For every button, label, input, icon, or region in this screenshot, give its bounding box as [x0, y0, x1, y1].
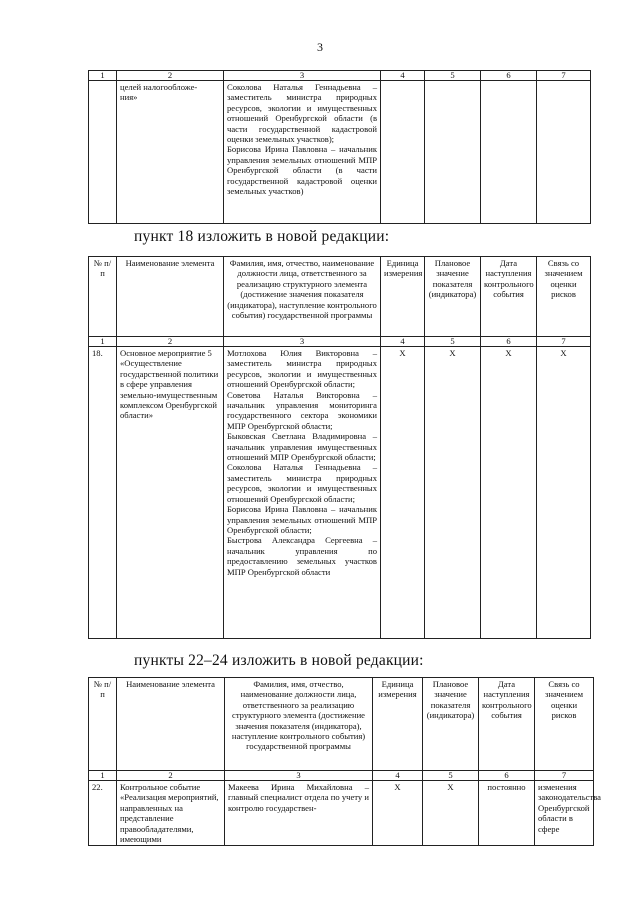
item-18-table: [88, 256, 591, 639]
person-entry: Борисова Ирина Павловна – начальник управления земельных отношений МПР Оренбургской области;: [227, 504, 377, 535]
column-number-row: 1 2 3 4 5 6 7: [89, 771, 594, 781]
header-date: Дата наступления контрольного события: [481, 257, 537, 337]
header-element: Наименование элемента: [117, 678, 225, 771]
header-plan: Плановое значение показателя (индикатора): [425, 257, 481, 337]
header-row: [89, 257, 591, 337]
header-responsible: Фамилия, имя, отчество, наименование должности лица, ответственного за реализацию структурного элемента (достижение значения показателя (индикатора), наступление контрольного события) государственной программы: [225, 678, 373, 771]
plan-cell: X: [425, 347, 481, 639]
person-entry: Соколова Наталья Геннадьевна – заместитель министра природных ресурсов, экологии и имущественных отношений Оренбургской области;: [227, 462, 377, 504]
unit-cell: X: [381, 347, 425, 639]
header-responsible: Фамилия, имя, отчество, наименование должности лица, ответственного за реализацию структурного элемента (достижение значения показателя (индикатора), наступление контрольного события) государственной программы: [224, 257, 381, 337]
col-num-7: 7: [537, 71, 591, 81]
element-name-cell: Контрольное событие «Реализация мероприятий, направленных на представление правообладателями, имеющими: [117, 781, 225, 846]
responsible-persons-cell: Макеева Ирина Михайловна – главный специалист отдела по учету и контролю государствен-: [225, 781, 373, 846]
element-name-cell: целей налогообложе- ния»: [117, 81, 224, 224]
column-number-row: [89, 71, 591, 81]
person-entry: Советова Наталья Викторовна – начальник управления мониторинга государственного сектора экономики МПР Оренбургской области;: [227, 389, 377, 431]
table-row: [89, 81, 591, 224]
date-cell: X: [481, 347, 537, 639]
person-entry: Мотлохова Юлия Викторовна – заместитель министра природных ресурсов, экологии и имущественных отношений Оренбургской области;: [227, 348, 377, 390]
page-number: 3: [317, 40, 323, 54]
date-cell: постоянно: [479, 781, 535, 846]
responsible-persons-cell: Соколова Наталья Геннадьевна – заместитель министра природных ресурсов, экологии и имущественных отношений Оренбургской области (в части государственной кадастровой оценки земельных участков); Борисова Ирина Павловна – начальник управления земельных отношений МПР Оренбургской области (в части государственной кадастровой оценки земельных участков): [224, 81, 381, 224]
header-risk: Связь со значением оценки рисков: [537, 257, 591, 337]
header-row: [89, 678, 594, 771]
header-element: Наименование элемента: [117, 257, 224, 337]
responsible-persons-cell: [224, 347, 381, 639]
row-number: 22.: [89, 781, 117, 846]
header-date: Дата наступления контрольного события: [479, 678, 535, 771]
header-unit: Единица измерения: [381, 257, 425, 337]
col-num-6: 6: [481, 71, 537, 81]
col-num-5: 5: [425, 71, 481, 81]
plan-cell: X: [423, 781, 479, 846]
header-num: № п/п: [89, 678, 117, 771]
element-name-cell: Основное мероприятие 5 «Осуществление государственной политики в сфере управления земельно-имущественным комплексом Оренбургской области»: [117, 347, 224, 639]
person-entry: Быстрова Александра Сергеевна – начальник управления по предоставлению земельных участков МПР Оренбургской области: [227, 535, 377, 577]
col-num-3: 3: [224, 71, 381, 81]
risk-cell: изменения законодательства Оренбургской области в сфере: [535, 781, 594, 846]
table-row: [89, 781, 594, 846]
header-unit: Единица измерения: [373, 678, 423, 771]
continuation-table: [88, 70, 591, 224]
table-row: [89, 347, 591, 639]
person-entry: Быковская Светлана Владимировна – начальник управления имущественных отношений МПР Оренбургской области;: [227, 431, 377, 463]
header-plan: Плановое значение показателя (индикатора): [423, 678, 479, 771]
header-risk: Связь со значением оценки рисков: [535, 678, 594, 771]
col-num-1: 1: [89, 71, 117, 81]
column-number-row: 1 2 3 4 5 6 7: [89, 337, 591, 347]
heading-items-22-24: пункты 22–24 изложить в новой редакции:: [134, 652, 424, 669]
risk-cell: X: [537, 347, 591, 639]
header-num: № п/п: [89, 257, 117, 337]
col-num-2: 2: [117, 71, 224, 81]
heading-item-18: пункт 18 изложить в новой редакции:: [134, 228, 390, 245]
row-number: 18.: [89, 347, 117, 639]
items-22-24-table: [88, 677, 601, 846]
unit-cell: X: [373, 781, 423, 846]
col-num-4: 4: [381, 71, 425, 81]
